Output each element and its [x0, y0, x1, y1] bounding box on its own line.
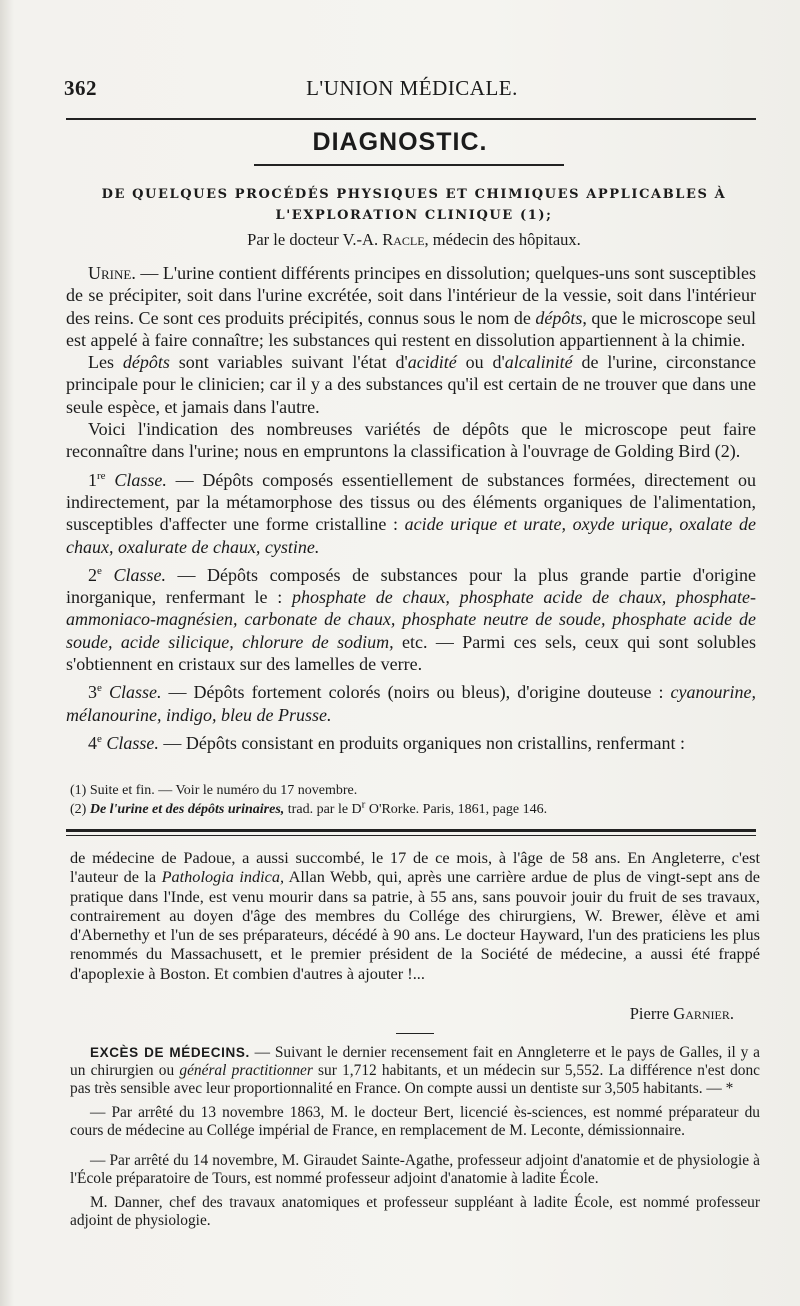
- separator-rule-top: [66, 829, 756, 832]
- paragraph-class-2: [66, 564, 756, 675]
- obituary-continuation: [70, 848, 760, 983]
- header-rule: [66, 118, 756, 120]
- emphasis: phosphate de chaux, phosphate acide de chaux, phosphate-ammoniaco-magnésien, carbonate de chaux, phosphate neutre de soude, phosphate acide de soude, acide silicique, chlorure de sodium,: [66, 587, 757, 652]
- paragraph-text: etc. — Parmi ces sels, ceux qui sont solubles s'obtiennent en cristaux sur des lamelles de verre.: [66, 631, 757, 675]
- footnote-text: trad. par le D: [284, 802, 362, 817]
- paragraph-text: de l'urine, circonstance principale pour le clinicien; car il y a des substances qu'il est certain de ne trouver que dans une seule espèce, et jamais dans l'autre.: [66, 352, 756, 417]
- emphasis: Pathologia indica,: [161, 867, 285, 887]
- page-number: 362: [64, 76, 97, 100]
- lead-word: Urine.: [88, 263, 136, 283]
- paragraph-text: — Dépôts consistant en produits organiques non cristallins, renfermant :: [158, 732, 685, 753]
- separator-rule-bottom: [66, 835, 756, 836]
- footnote-title: De l'urine et des dépôts urinaires,: [89, 802, 285, 817]
- news-bert: — Par arrêté du 13 novembre 1863, M. le docteur Bert, licencié ès-sciences, est nommé préparateur du cours de médecine au Collége impérial de France, en remplacement de M. Leconte, démissionnaire.: [70, 1104, 760, 1139]
- news-excess-doctors: [70, 1044, 760, 1098]
- footnote-2: [70, 800, 760, 819]
- author-name: Racle: [382, 230, 425, 249]
- paragraph-urine: [66, 262, 756, 351]
- paragraph-depots: [66, 351, 756, 418]
- emphasis: général practitionner: [179, 1062, 313, 1079]
- news-danner: M. Danner, chef des travaux anatomiques et professeur suppléant à ladite École, est nommé professeur adjoint de physiologie.: [70, 1194, 760, 1229]
- byline: [64, 230, 764, 250]
- class-label: Classe.: [108, 682, 162, 703]
- paragraph-text: de médecine de Padoue, a aussi succombé, le 17 de ce mois, à l'âge de 58 ans. En Angleterre, c'est l'auteur de la: [70, 848, 760, 887]
- section-title: DIAGNOSTIC.: [312, 128, 488, 156]
- footnote-marker: (2): [70, 802, 90, 817]
- byline-suffix: , médecin des hôpitaux.: [424, 230, 581, 249]
- emphasis: alcalinité: [504, 352, 573, 373]
- article-title-note: (1): [519, 208, 547, 223]
- class-number-suffix: e: [97, 732, 102, 745]
- paragraph-classification: Voici l'indication des nombreuses variétés de dépôts que le microscope peut faire reconnaître dans l'urine; nous en empruntons la classification à l'ouvrage de Golding Bird (2).: [66, 419, 756, 462]
- paragraph-text: — Dépôts composés essentiellement de substances formées, directement ou indirectement, par la métamorphose des tissus ou des éléments organiques de l'alimentation, susceptibles d'affecter une forme cristalline :: [66, 469, 756, 535]
- paragraph-text: — Dépôts composés de substances pour la plus grande partie d'origine inorganique, renfermant le :: [66, 564, 757, 608]
- paragraph-text: — L'urine contient différents principes en dissolution; quelques-uns sont susceptibles de se précipiter, soit dans l'urine excrétée, soit dans l'intérieur de la vessie, soit dans l'intérieur des reins. Ce sont ces produits précipités, connus sous le nom de: [66, 263, 756, 328]
- signature: [630, 1004, 734, 1024]
- article-title-end: ;: [546, 208, 553, 223]
- emphasis: acidité: [407, 352, 457, 373]
- class-number-suffix: e: [97, 682, 102, 695]
- footnotes: [70, 781, 760, 819]
- article-body: [66, 262, 756, 754]
- signature-last: Garnier.: [673, 1004, 734, 1023]
- paragraph-text: sur 1,712 habitants, et un médecin sur 5,552. La différence n'est donc pas très sensible avec leur proportionnalité en France. On compte aussi un dentiste sur 3,505 habitants. — *: [70, 1062, 760, 1097]
- footnote-1: (1) Suite et fin. — Voir le numéro du 17 novembre.: [70, 783, 358, 798]
- emphasis: dépôts: [122, 352, 170, 373]
- paragraph-text: — Dépôts fortement colorés (noirs ou bleus), d'origine douteuse :: [161, 682, 671, 703]
- section-title-underline: [254, 164, 564, 166]
- article-title-text: DE QUELQUES PROCÉDÉS PHYSIQUES ET CHIMIQUES APPLICABLES À L'EXPLORATION CLINIQUE: [101, 187, 727, 223]
- news-giraudet: — Par arrêté du 14 novembre, M. Giraudet Sainte-Agathe, professeur adjoint d'anatomie et de physiologie à l'École préparatoire de Tours, est nommé professeur adjoint d'anatomie à ladite École.: [70, 1152, 760, 1187]
- paragraph-text: Les: [88, 352, 123, 373]
- class-label: Classe.: [114, 469, 167, 490]
- class-number-suffix: re: [97, 469, 106, 482]
- paragraph-text: sont variables suivant l'état d': [169, 352, 408, 373]
- emphasis: cyanourine, mélanourine, indigo, bleu de Prusse.: [66, 682, 757, 725]
- emphasis: acide urique et urate, oxyde urique, oxalate de chaux, oxalurate de chaux, cystine.: [66, 514, 756, 557]
- signature-first: Pierre: [629, 1004, 674, 1023]
- paragraph-class-4: [66, 732, 756, 754]
- emphasis: dépôts: [535, 307, 583, 328]
- paragraph-class-3: [66, 681, 756, 726]
- news-heading: EXCÈS DE MÉDECINS.: [90, 1045, 250, 1060]
- footnote-sup: r: [361, 798, 366, 811]
- class-number: 2: [88, 564, 97, 585]
- class-number-suffix: e: [97, 564, 102, 577]
- paragraph-class-1: [66, 469, 756, 558]
- obituary-paragraph: [70, 848, 760, 983]
- short-separator: [396, 1033, 434, 1034]
- class-number: 3: [88, 682, 97, 703]
- running-head: [64, 76, 760, 104]
- byline-prefix: Par le docteur V.-A.: [247, 230, 379, 249]
- class-number: 1: [88, 469, 97, 490]
- paragraph-text: , que le microscope seul est appelé à faire connaître; les substances qui restent en dissolution appartiennent à la chimie.: [66, 307, 756, 350]
- paragraph-text: ou d': [456, 352, 505, 373]
- class-label: Classe.: [106, 732, 159, 753]
- paragraph-text: — Suivant le dernier recensement fait en Anngleterre et le pays de Galles, il y a un chirurgien ou: [70, 1044, 760, 1079]
- article-title: [64, 184, 764, 226]
- paragraph-text: Allan Webb, qui, après une carrière ardue de plus de vingt-sept ans de pratique dans l'Inde, est venu mourir dans sa patrie, à 55 ans, sans pouvoir jouir du fruit de ses travaux, contrairement au doyen d'âge des membres du Collége des chirurgiens, W. Brewer, élève et ami d'Abernethy et l'un de ses préparateurs, décédé à 90 ans. Le docteur Hayward, l'un des praticiens les plus renommés du Massachusett, et le premier président de la Société de médecine, a aussi été frappé d'apoplexie à Boston. Et combien d'autres à ajouter !...: [70, 867, 760, 983]
- news-items: [70, 1044, 760, 1242]
- class-number: 4: [88, 732, 97, 753]
- journal-title: L'UNION MÉDICALE.: [306, 76, 518, 100]
- class-label: Classe.: [113, 564, 166, 585]
- footnote-text: O'Rorke. Paris, 1861, page 146.: [365, 802, 548, 817]
